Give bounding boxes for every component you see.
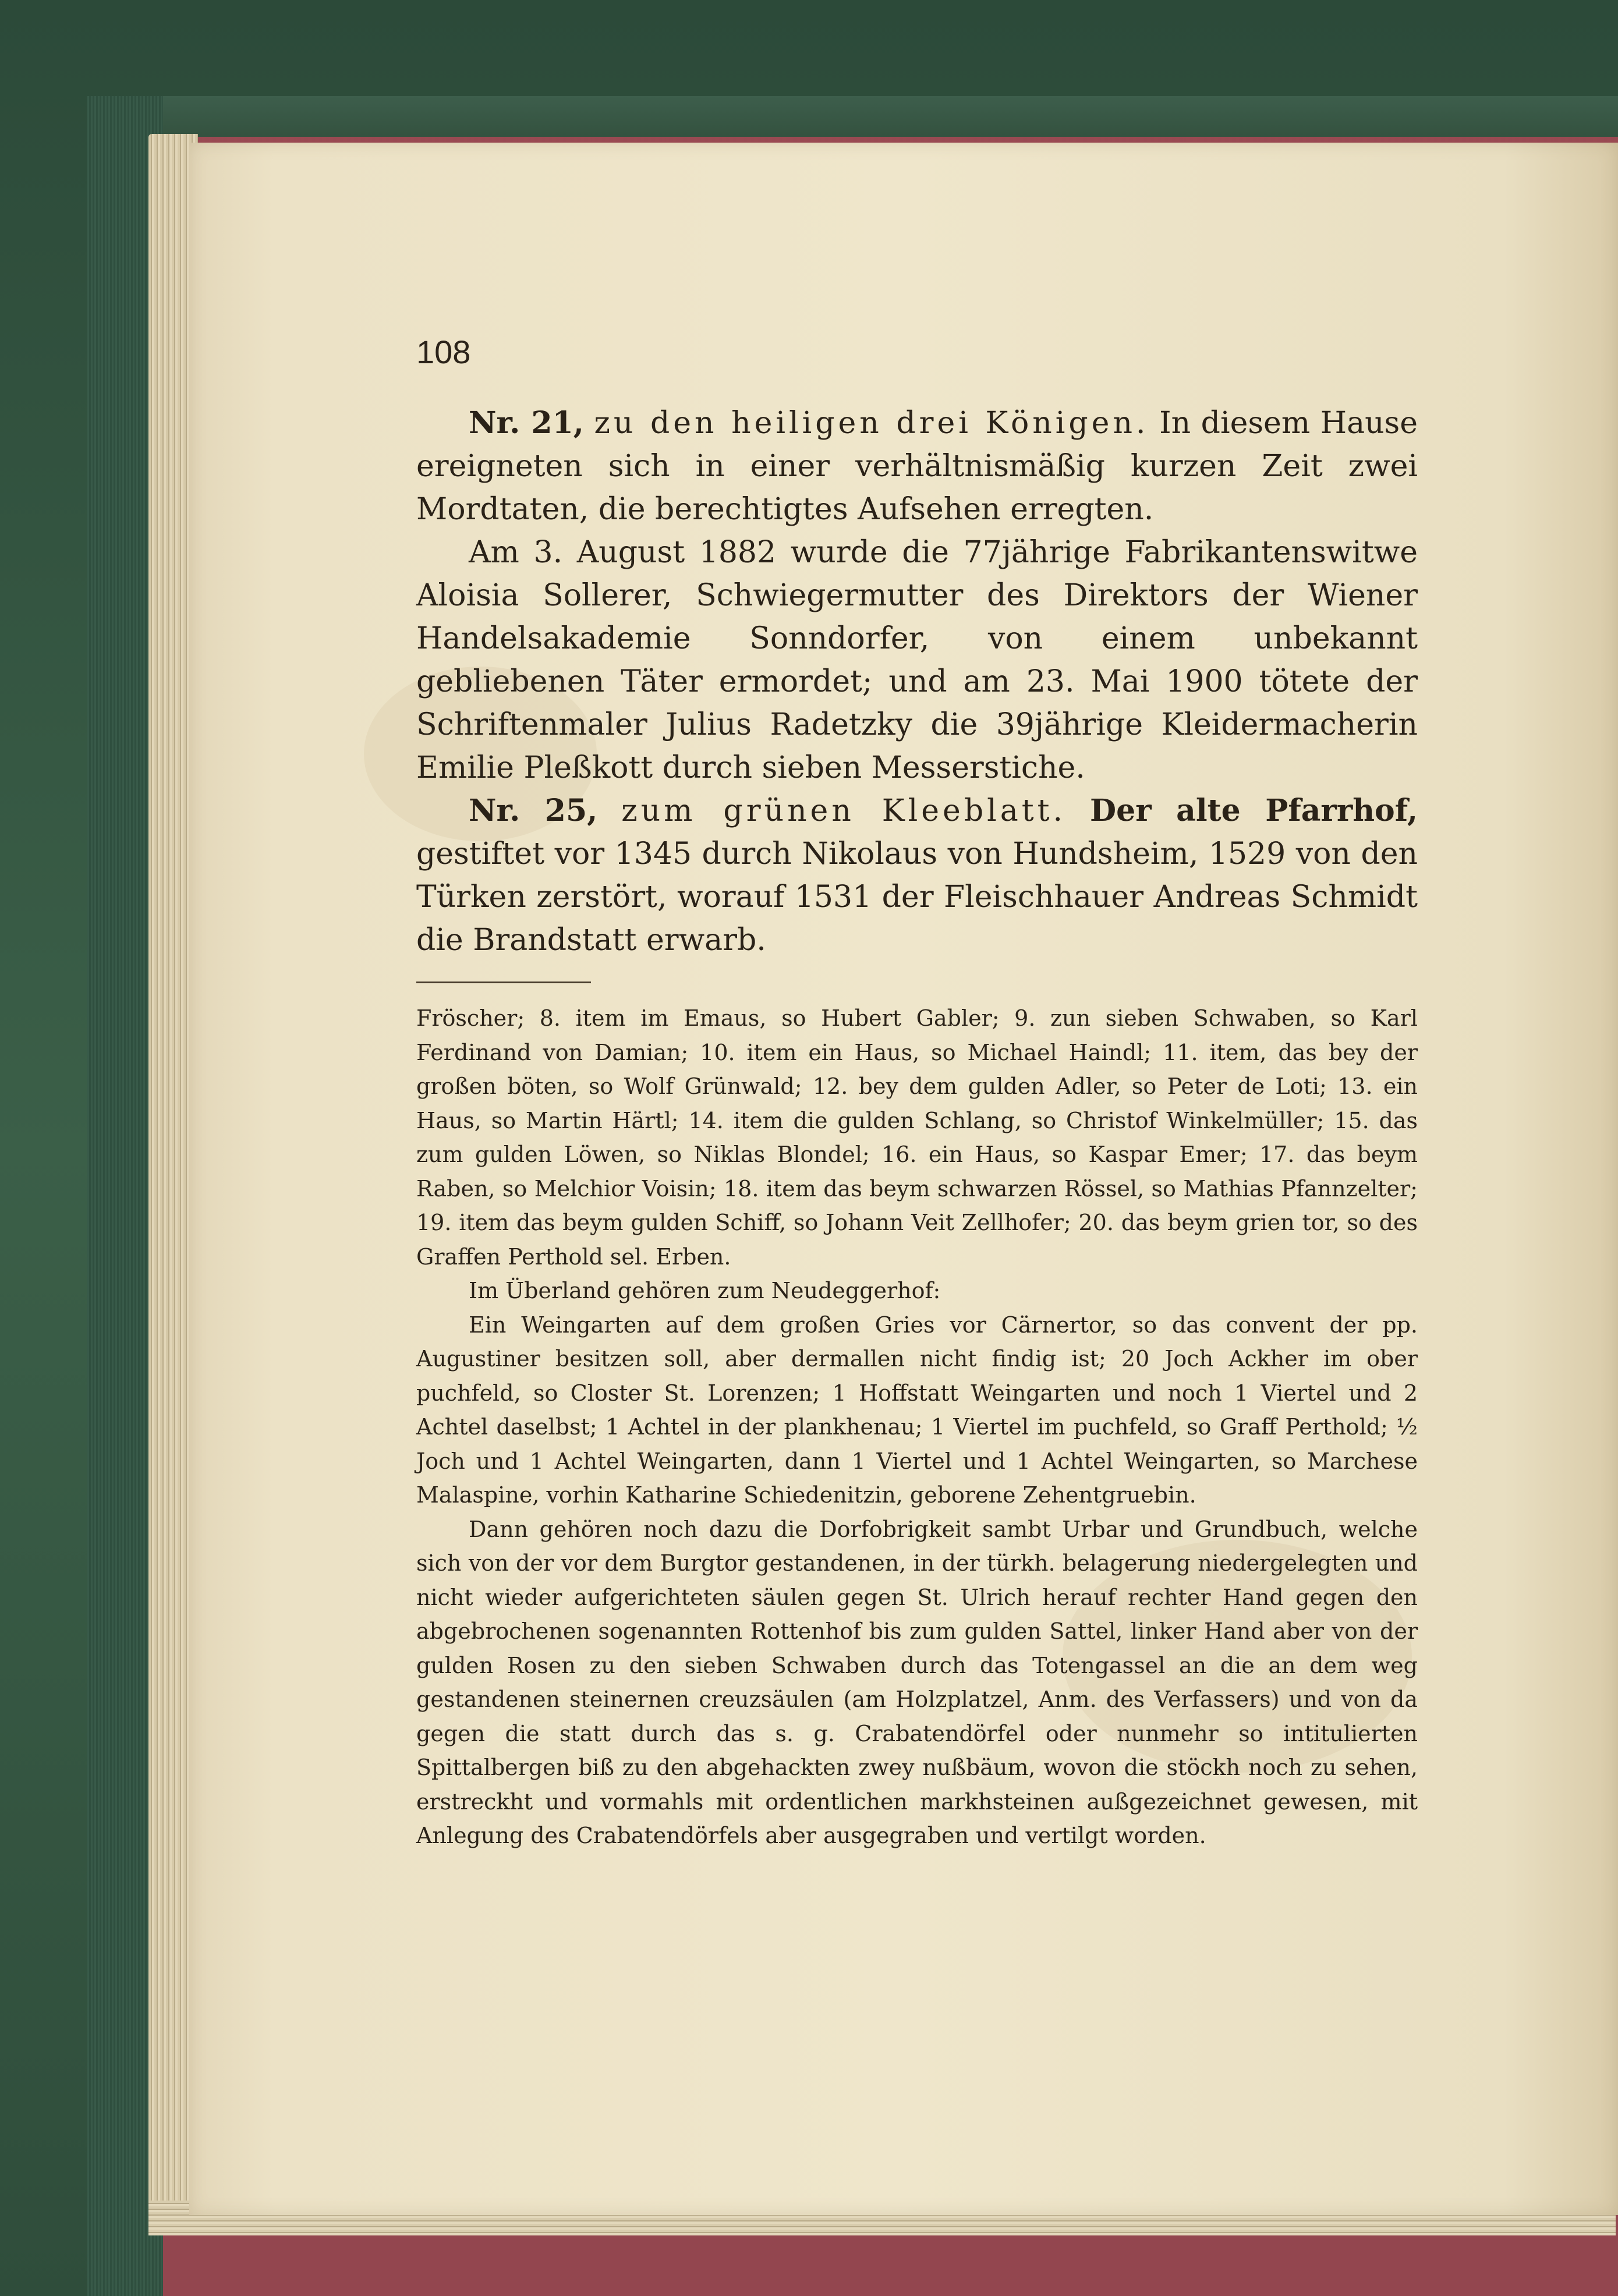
footnote-divider [416,982,591,983]
house-number: Nr. 21, [469,405,584,441]
paragraph-murders: Am 3. August 1882 wurde die 77jährige Fabrikantenswitwe Aloisia Sollerer, Schwiegermutter des Direktors der Wiener Handelsakademie Sonndorfer, von einem unbekannt gebliebenen Täter ermordet; und am 23. Mai 1900 tötete der Schriftenmaler Julius Radetzky die 39jährige Kleidermacherin Emilie Pleßkott durch sieben Messerstiche. [416,535,1418,785]
page-number: 108 [416,334,471,370]
house-sign: zu den heiligen drei Königen. [594,406,1149,441]
footnote-vineyards: Ein Weingarten auf dem großen Gries vor Cärnertor, so das convent der pp. Augustiner besitzen soll, aber dermallen nicht findig ist; 20 Joch Ackher im ober puchfeld, so Closter St. Lorenzen; 1 Hoffstatt Weingarten und noch 1 Viertel und 2 Achtel daselbst; 1 Achtel in der plankhenau; 1 Viertel im puchfeld, so Graff Perthold; ½ Joch und 1 Achtel Weingarten, dann 1 Viertel und 1 Achtel Weingarten, so Marchese Malaspine, vorhin Katharine Schiedenitzin, geborene Zehentgruebin. [416,1312,1418,1508]
bold-phrase: Der alte Pfarrhof, [1090,793,1418,828]
footnotes [416,1001,1418,1853]
main-text [416,402,1418,962]
footnote-house-list: Fröscher; 8. item im Emaus, so Hubert Gabler; 9. zun sieben Schwaben, so Karl Ferdinand von Damian; 10. item ein Haus, so Michael Haindl; 11. item, das bey der großen böten, so Wolf Grünwald; 12. bey dem gulden Adler, so Peter de Loti; 13. ein Haus, so Martin Härtl; 14. item die gulden Schlang, so Christof Winkelmüller; 15. das zum gulden Löwen, so Niklas Blondel; 16. ein Haus, so Kaspar Emer; 17. das beym Raben, so Melchior Voisin; 18. item das beym schwarzen Rössel, so Mathias Pfannzelter; 19. item das beym gulden Schiff, so Johann Veit Zellhofer; 20. das beym grien tor, so des Graffen Perthold sel. Erben. [416,1005,1418,1270]
footnote-boundaries: Dann gehören noch dazu die Dorfobrigkeit sambt Urbar und Grundbuch, welche sich von der vor dem Burgtor gestandenen, in der türkh. belagerung niedergelegten und nicht wieder aufgerichteten säulen gegen St. Ulrich herauf rechter Hand gegen den abgebrochenen sogenannten Rottenhof bis zum gulden Sattel, linker Hand aber von der gulden Rosen zu den sieben Schwaben durch das Totengassel an die an dem weg gestandenen steinernen creuzsäulen (am Holzplatzel, Anm. des Verfassers) und von da gegen die statt durch das s. g. Crabatendörfel oder nunmehr so intitulierten Spittalbergen biß zu den abgehackten zwey nußbäum, wovon die stöckh noch zu sehen, erstreckht und vormahls mit ordentlichen markhsteinen außgezeichnet gewesen, mit Anlegung des Crabatendörfels aber ausgegraben und vertilgt worden. [416,1516,1418,1848]
paragraph-text: gestiftet vor 1345 durch Nikolaus von Hundsheim, 1529 von den Türken zerstört, worauf 1531 der Fleischhauer Andreas Schmidt die Brandstatt erwarb. [416,837,1418,958]
footnote-heading: Im Überland gehören zum Neudeggerhof: [469,1278,941,1303]
paragraph-nr-21 [416,402,1418,531]
house-sign: zum grünen Kleeblatt. [621,793,1067,828]
paragraph-nr-25 [416,789,1418,962]
paragraph-text: In diesem Hause ereigneten sich in einer verhältnismäßig kurzen Zeit zwei Mordtaten, die berechtigtes Aufsehen erregten. [416,406,1418,527]
cloth-spine-top [87,96,1618,137]
house-number: Nr. 25, [469,793,598,828]
